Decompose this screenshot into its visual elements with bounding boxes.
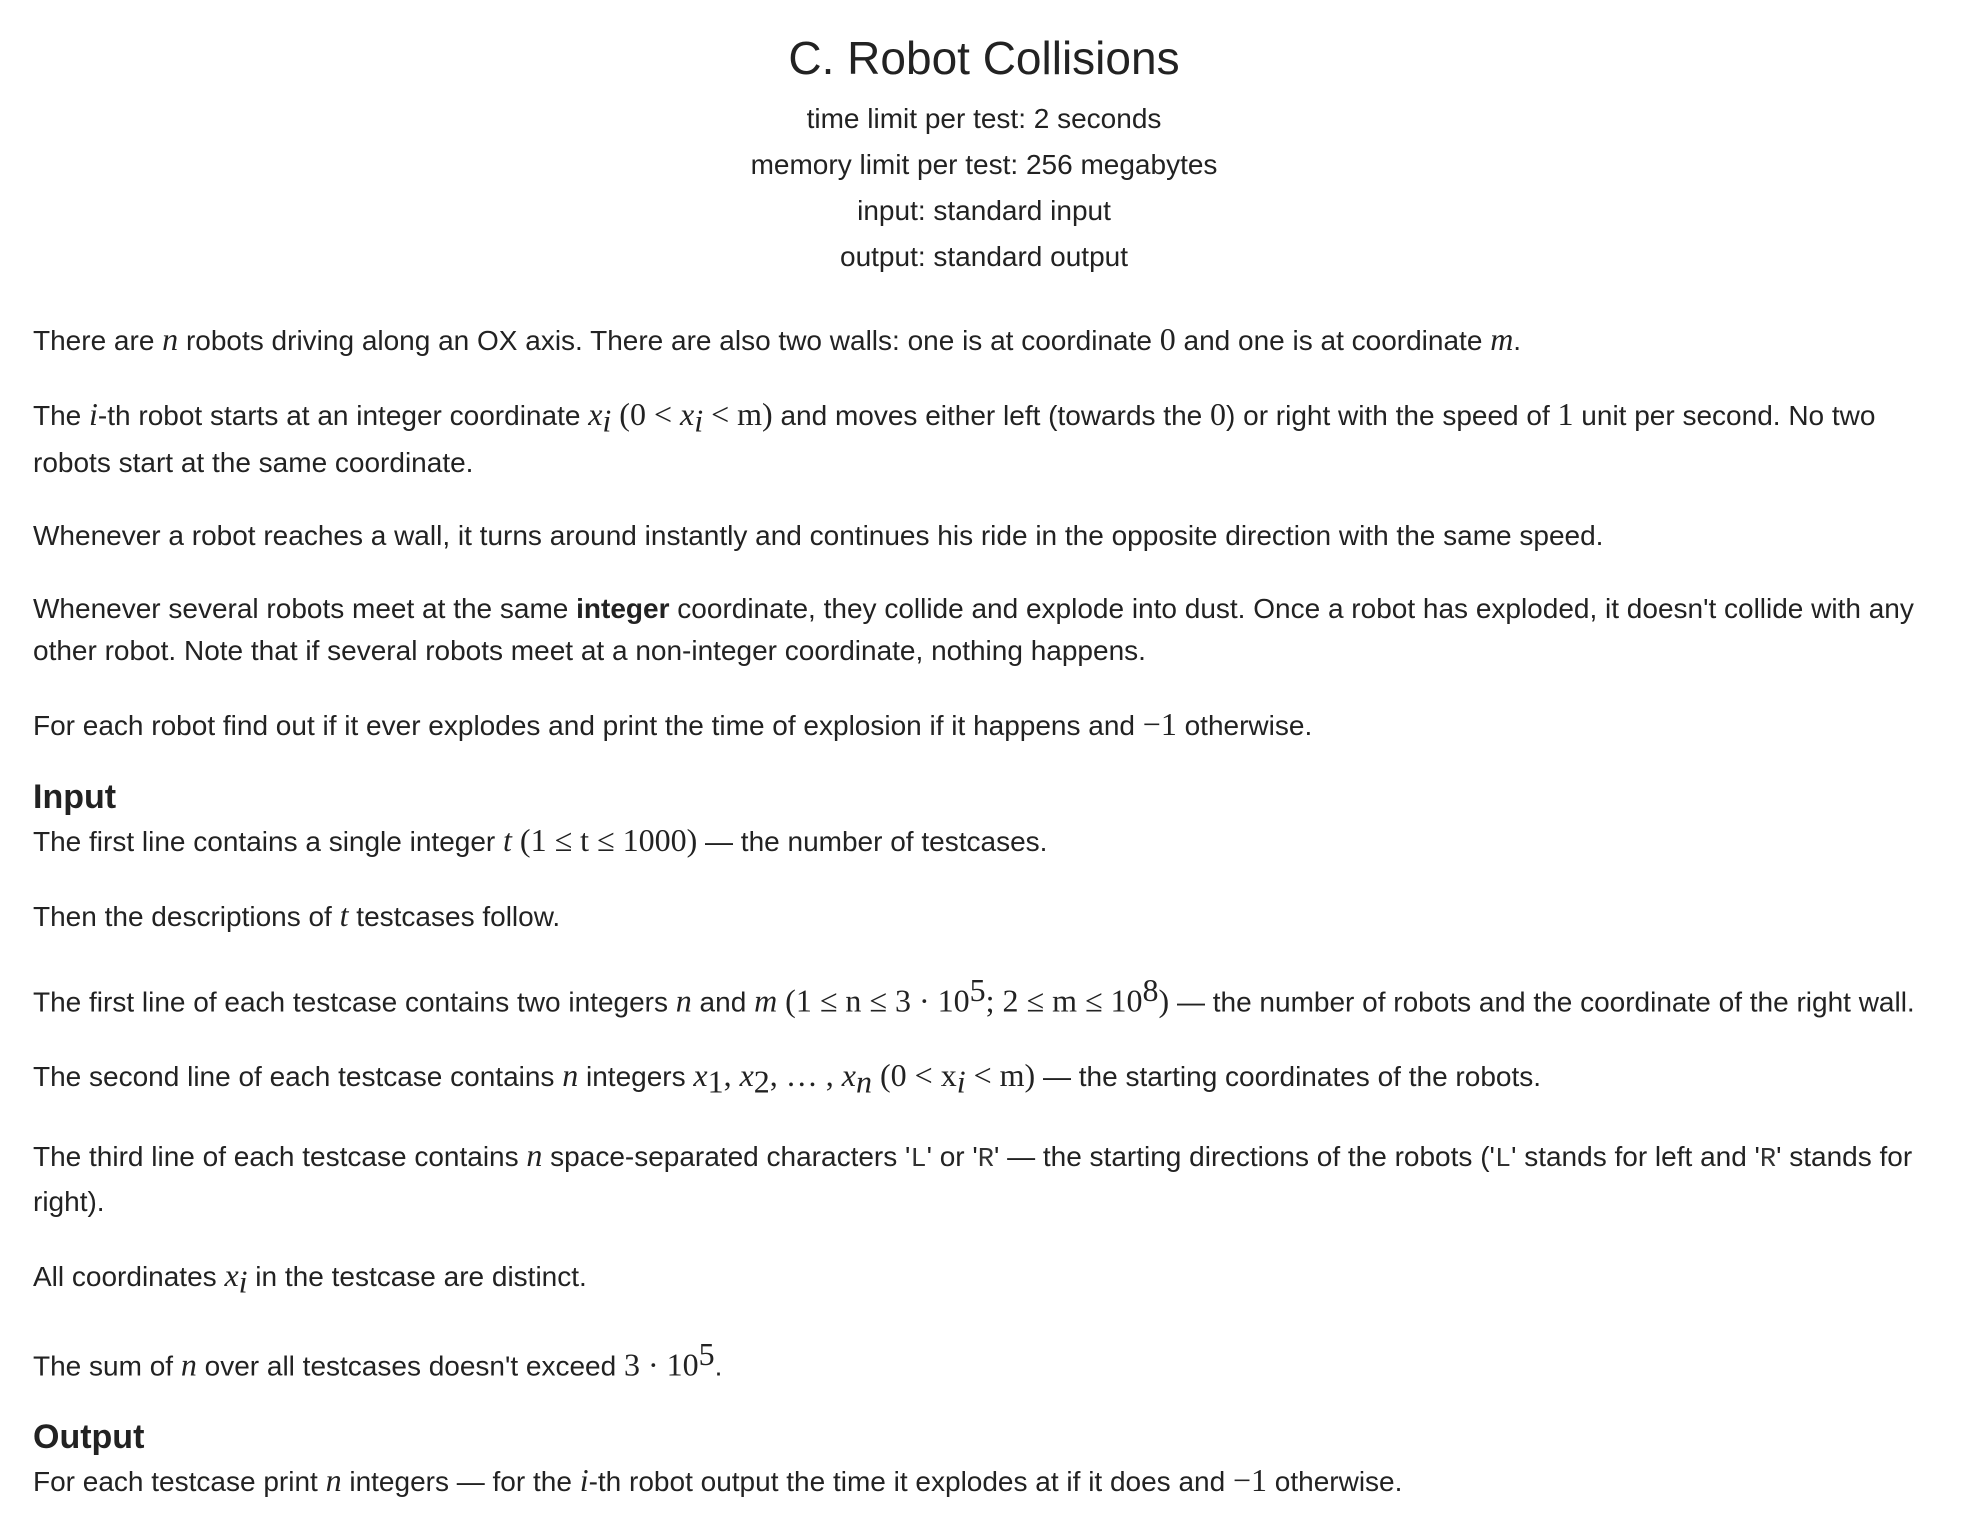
code-literal: L: [1494, 1144, 1512, 1175]
text: -th robot output the time it explodes at if it does and: [588, 1466, 1233, 1498]
input-file: input: standard input: [857, 195, 1111, 226]
math-expr: ): [1158, 981, 1170, 1018]
math-var: x: [739, 1056, 754, 1093]
memory-limit: memory limit per test: 256 megabytes: [750, 149, 1218, 180]
math-expr: ,: [723, 1056, 740, 1093]
section-title-output: Output: [33, 1418, 145, 1457]
input-paragraph: [33, 1054, 1933, 1103]
problem-header: [0, 28, 1968, 280]
text: — the number of testcases.: [697, 825, 1048, 857]
output-specification: [33, 1418, 1933, 1503]
text: The third line of each testcase contains: [33, 1140, 527, 1172]
text: ' stands for right).: [33, 1140, 1913, 1217]
text: The: [33, 400, 90, 431]
text: All coordinates: [33, 1260, 225, 1292]
legend-paragraph: [33, 703, 1933, 747]
math-var: x: [680, 396, 695, 432]
problem-statement: [33, 318, 1933, 1534]
math-expr: (1 ≤ n ≤ 3 · 10: [777, 981, 970, 1018]
code-literal: L: [910, 1144, 927, 1175]
math-expr: (0 <: [611, 396, 680, 432]
math-var: x: [841, 1056, 856, 1093]
math-sub: 1: [707, 1063, 724, 1100]
math-var: n: [180, 1346, 197, 1383]
input-paragraph: [33, 1254, 1933, 1303]
math-var: x: [693, 1056, 708, 1093]
problem-title: C. Robot Collisions: [788, 32, 1180, 84]
text: For each testcase print: [33, 1466, 326, 1498]
text: integers — for the: [341, 1466, 580, 1498]
text: The first line of each testcase contains two integers: [33, 985, 676, 1017]
math-expr: < m): [703, 396, 773, 432]
text: otherwise.: [1176, 709, 1313, 741]
math-sub: n: [856, 1063, 872, 1100]
math-var: i: [579, 1462, 589, 1499]
text: otherwise.: [1267, 1466, 1403, 1498]
text: The sum of: [33, 1350, 181, 1382]
text: and: [691, 985, 755, 1017]
math-var: t: [503, 821, 512, 858]
text: .: [714, 1350, 723, 1382]
input-paragraph: [33, 894, 1933, 938]
output-paragraph: [33, 1459, 1933, 1503]
math-var: m: [754, 981, 778, 1018]
legend-paragraph: [33, 588, 1933, 672]
text: The first line contains a single integer: [33, 825, 504, 857]
math-sub: i: [602, 402, 612, 439]
input-paragraph: [33, 819, 1933, 863]
math-num: −1: [1232, 1462, 1268, 1499]
text: Then the descriptions of: [33, 900, 340, 932]
math-var: n: [526, 1136, 543, 1173]
bold-text: integer: [576, 592, 670, 624]
input-specification: [33, 778, 1933, 1388]
text: .: [1513, 325, 1522, 356]
math-expr: , … ,: [769, 1056, 842, 1093]
text: For each robot find out if it ever explodes and print the time of explosion if it happens and: [33, 709, 1143, 741]
math-sub: 2: [753, 1063, 770, 1100]
text: — the starting coordinates of the robots.: [1035, 1060, 1542, 1092]
input-paragraph: [33, 1134, 1933, 1223]
text: coordinate, they collide and explode into dust. Once a robot has exploded, it doesn't collide with any other robot. Note that if several robots meet at a non-integer coordinate, nothing happens.: [33, 592, 1914, 666]
math-num: −1: [1142, 705, 1177, 742]
code-literal: R: [1759, 1144, 1777, 1175]
legend-paragraph: [33, 318, 1933, 362]
math-var: n: [162, 321, 179, 357]
math-num: 0: [1159, 321, 1176, 357]
text: and one is at coordinate: [1175, 325, 1491, 356]
section-title-input: Input: [33, 777, 117, 816]
legend-paragraph: Whenever a robot reaches a wall, it turns around instantly and continues his ride in the opposite direction with the same speed.: [33, 519, 1604, 551]
text: space-separated characters ': [542, 1140, 911, 1172]
math-expr: (0 < x: [872, 1056, 957, 1093]
text: and moves either left (towards the: [772, 400, 1211, 431]
math-var: m: [1490, 321, 1514, 357]
text: The second line of each testcase contains: [33, 1060, 563, 1092]
math-var: n: [562, 1056, 579, 1093]
text: ' stands for left and ': [1511, 1140, 1760, 1172]
text: -th robot starts at an integer coordinate: [97, 400, 589, 431]
output-file: output: standard output: [840, 241, 1128, 272]
text: There are: [33, 325, 163, 356]
input-paragraph: [33, 969, 1933, 1023]
math-expr: < m): [965, 1056, 1036, 1093]
math-sub: i: [238, 1263, 248, 1300]
text: Whenever several robots meet at the same: [33, 592, 577, 624]
math-expr: ; 2 ≤ m ≤ 10: [985, 981, 1143, 1018]
math-sup: 8: [1142, 971, 1159, 1008]
math-num: 1: [1557, 396, 1574, 432]
text: over all testcases doesn't exceed: [196, 1350, 624, 1382]
math-var: t: [339, 896, 349, 933]
text: — the number of robots and the coordinate of the right wall.: [1169, 985, 1915, 1017]
text: ) or right with the speed of: [1226, 400, 1558, 431]
math-sup: 5: [969, 971, 986, 1008]
math-expr: (1 ≤ t ≤ 1000): [511, 821, 698, 858]
math-num: 0: [1210, 396, 1227, 432]
math-var: x: [224, 1256, 239, 1293]
legend-paragraph: [33, 393, 1933, 484]
math-expr: 3 · 10: [623, 1346, 699, 1383]
code-literal: R: [977, 1144, 994, 1175]
time-limit: time limit per test: 2 seconds: [806, 103, 1162, 134]
text: ' or ': [926, 1140, 978, 1172]
text: in the testcase are distinct.: [247, 1260, 587, 1292]
math-sub: i: [956, 1063, 966, 1100]
text: ' — the starting directions of the robots (': [993, 1140, 1495, 1172]
math-var: x: [588, 396, 603, 432]
math-var: n: [675, 981, 692, 1018]
math-var: i: [89, 396, 98, 432]
text: unit per second. No two robots start at the same coordinate.: [33, 400, 1876, 478]
legend: [33, 318, 1933, 747]
text: testcases follow.: [348, 900, 561, 932]
math-sup: 5: [698, 1336, 715, 1373]
problem-limits: [0, 96, 1968, 280]
input-paragraph: [33, 1333, 1933, 1387]
text: integers: [578, 1060, 694, 1092]
math-var: n: [325, 1462, 342, 1499]
text: robots driving along an OX axis. There are also two walls: one is at coordinate: [178, 325, 1160, 356]
math-sub: i: [694, 402, 704, 439]
